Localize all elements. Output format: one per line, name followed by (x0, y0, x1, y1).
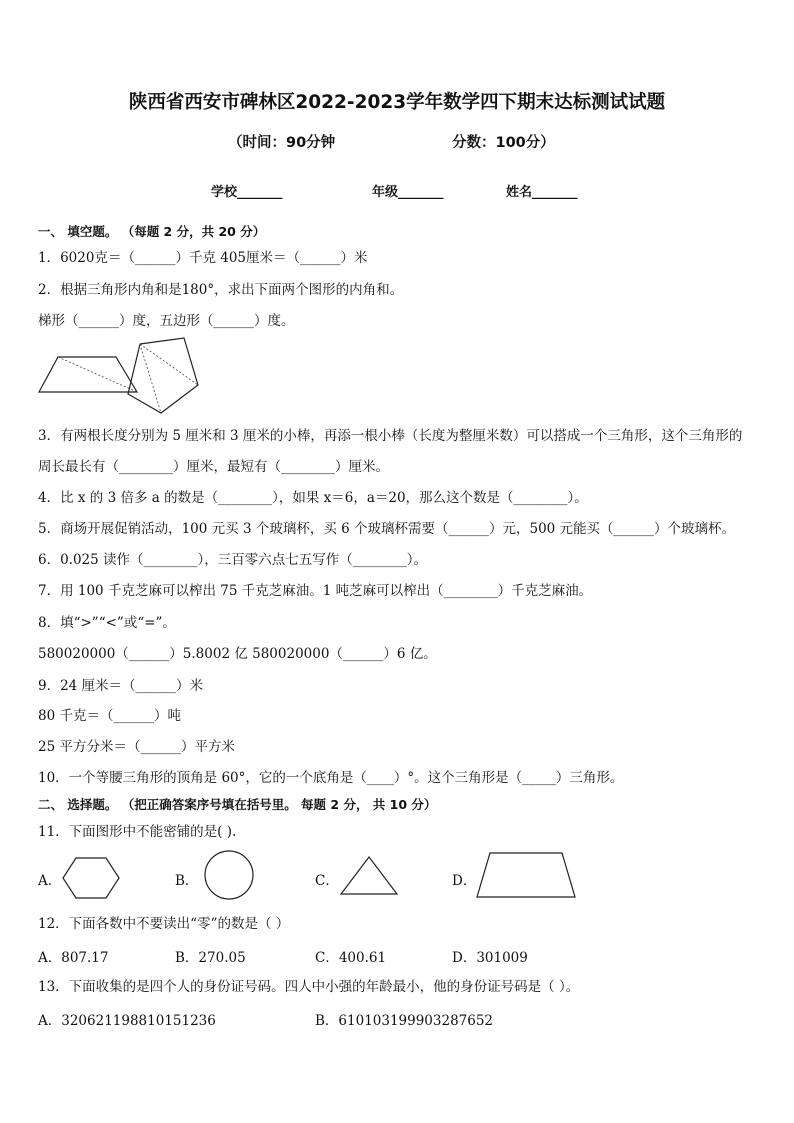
question-9-line3: 25 平方分米＝（______）平方米 (38, 739, 235, 755)
q13-option-b: B．610103199903287652 (315, 1013, 494, 1029)
question-2-text: 2．根据三角形内角和是180°，求出下面两个图形的内角和。 (38, 282, 404, 298)
q13-option-a: A．320621198810151236 (38, 1013, 216, 1029)
question-10: 10．一个等腰三角形的顶角是 60°，它的一个底角是（____）°。这个三角形是（_____）三角形。 (38, 770, 624, 786)
q11-option-b: B． (175, 873, 199, 889)
q12-option-a: A．807.17 (38, 950, 109, 966)
q11-option-a: A． (38, 873, 62, 889)
name-field[interactable]: 姓名_______ (506, 185, 578, 200)
trapezoid-figure (38, 355, 138, 395)
q12-option-c: C．400.61 (315, 950, 387, 966)
school-field[interactable]: 学校_______ (211, 185, 283, 200)
grade-field[interactable]: 年级_______ (372, 185, 444, 200)
q11-option-d: D． (452, 873, 477, 889)
page-title: 陕西省西安市碑林区2022-2023学年数学四下期末达标测试试题 (128, 92, 666, 113)
q12-option-d: D．301009 (452, 950, 528, 966)
question-8-blanks: 580020000（______）5.8002 亿 580020000（______）6 亿。 (38, 646, 437, 662)
question-2-blanks: 梯形（______）度，五边形（______）度。 (38, 313, 295, 329)
q12-option-b: B．270.05 (175, 950, 246, 966)
question-12: 12．下面各数中不要读出“零”的数是（ ） (38, 916, 290, 932)
section2-heading: 二、 选择题。 （把正确答案序号填在括号里。 每题 2 分， 共 10 分） (38, 797, 437, 812)
question-6: 6．0.025 读作（________），三百零六点七五写作（________）。 (38, 552, 428, 568)
hexagon-figure (62, 857, 120, 899)
circle-figure (204, 850, 254, 900)
trapezoid-option-figure (476, 852, 576, 898)
question-13: 13．下面收集的是四个人的身份证号码。四人中小强的年龄最小，他的身份证号码是（ ）。 (38, 979, 580, 995)
question-4: 4．比 x 的 3 倍多 a 的数是（________），如果 x＝6，a＝20，那么这个数是（________）。 (38, 490, 588, 506)
section1-heading: 一、 填空题。 （每题 2 分，共 20 分） (38, 224, 266, 239)
total-score: 分数：100分） (452, 135, 555, 151)
question-3-line1: 3．有两根长度分别为 5 厘米和 3 厘米的小棒，再添一根小棒（长度为整厘米数）可以搭成一个三角形，这个三角形的 (38, 428, 743, 444)
question-11: 11．下面图形中不能密铺的是( ). (38, 824, 237, 840)
question-7: 7．用 100 千克芝麻可以榨出 75 千克芝麻油。1 吨芝麻可以榨出（________）千克芝麻油。 (38, 583, 593, 599)
question-1: 1．6020克＝（______）千克 405厘米＝（______）米 (38, 250, 368, 266)
triangle-figure (340, 856, 398, 896)
q11-option-c: C． (315, 873, 339, 889)
question-8-text: 8．填“>”“<”或“=”。 (38, 615, 176, 631)
pentagon-figure (127, 337, 202, 417)
time-limit: （时间：90分钟 (228, 135, 336, 151)
question-5: 5．商场开展促销活动，100 元买 3 个玻璃杯，买 6 个玻璃杯需要（______）元，500 元能买（______）个玻璃杯。 (38, 521, 736, 537)
question-9-line2: 80 千克＝（______）吨 (38, 708, 181, 724)
question-3-line2: 周长最长有（________）厘米，最短有（________）厘米。 (38, 459, 389, 475)
question-9-line1: 9．24 厘米＝（______）米 (38, 678, 204, 694)
